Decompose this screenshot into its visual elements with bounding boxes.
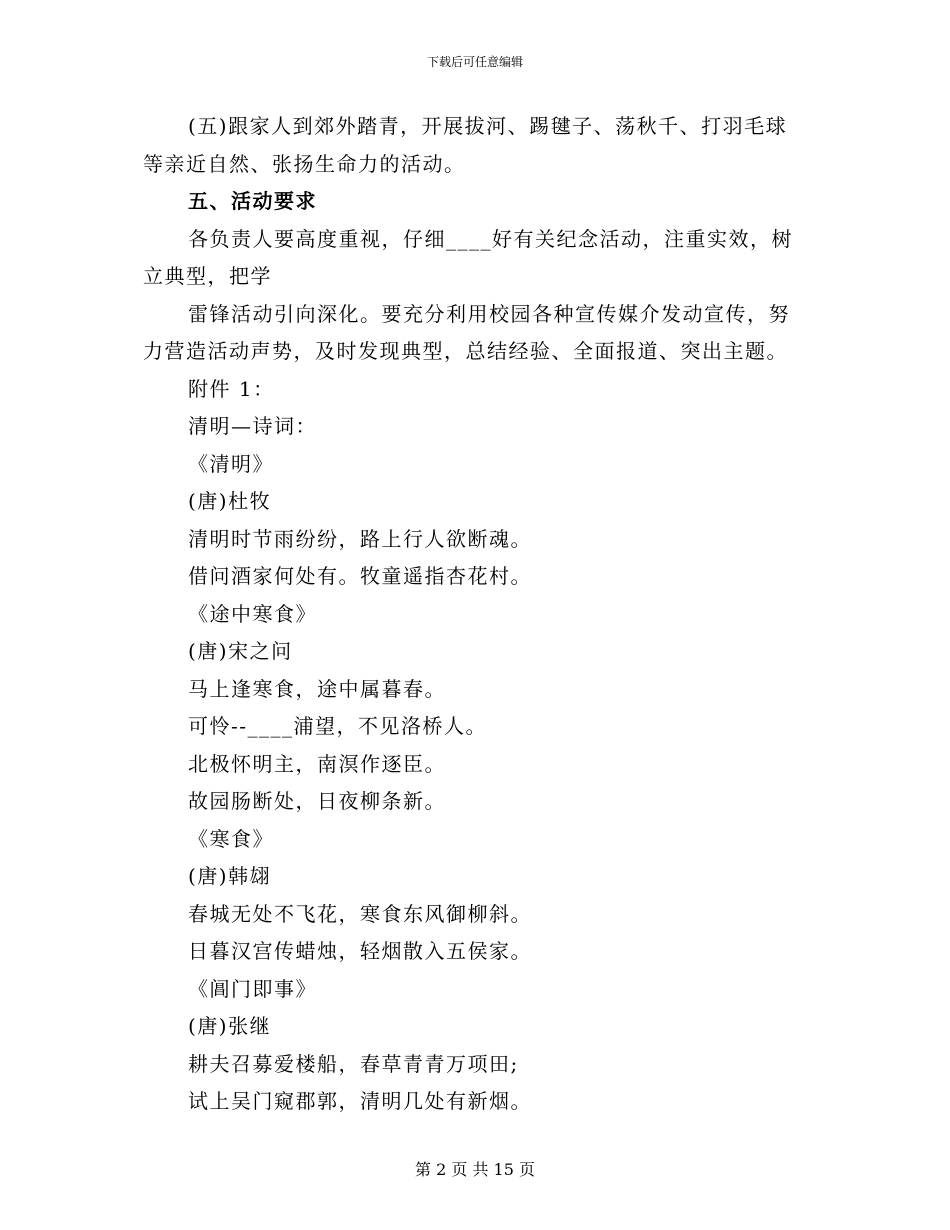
poem-title: 《寒食》 xyxy=(188,826,274,851)
poem-line: 清明时节雨纷纷，路上行人欲断魂。 xyxy=(188,526,532,551)
body-line: 等亲近自然、张扬生命力的活动。 xyxy=(143,151,466,176)
poem-line: 故园肠断处，日夜柳条新。 xyxy=(188,789,446,813)
document-body xyxy=(143,108,808,1121)
poem-line: 马上逢寒食，途中属暮春。 xyxy=(188,676,446,701)
poem-title: 《途中寒食》 xyxy=(188,601,317,626)
page-header: 下载后可任意编辑 xyxy=(426,55,523,69)
poem-line: 可怜--____浦望，不见洛桥人。 xyxy=(188,714,488,738)
poem-author: (唐)宋之问 xyxy=(188,639,293,663)
poem-line: 北极怀明主，南溟作逐臣。 xyxy=(188,751,446,776)
poem-title: 《清明》 xyxy=(188,451,274,476)
body-line: (五)跟家人到郊外踏青，开展拔河、踢毽子、荡秋千、打羽毛球 xyxy=(188,114,788,138)
body-line: 各负责人要高度重视，仔细____好有关纪念活动，注重实效，树 xyxy=(188,226,793,251)
poem-line: 试上吴门窥郡郭，清明几处有新烟。 xyxy=(188,1089,532,1113)
poem-line: 日暮汉宫传蜡烛，轻烟散入五侯家。 xyxy=(188,939,532,963)
poem-title: 《阊门即事》 xyxy=(188,976,317,1001)
poem-author: (唐)张继 xyxy=(188,1014,272,1038)
body-line: 力营造活动声势，及时发现典型，总结经验、全面报道、突出主题。 xyxy=(143,339,788,363)
poem-collection-title: 清明—诗词： xyxy=(188,414,317,438)
body-line: 立典型，把学 xyxy=(143,264,272,288)
poem-author: (唐)杜牧 xyxy=(188,489,272,513)
poem-line: 春城无处不飞花，寒食东风御柳斜。 xyxy=(188,901,532,926)
poem-author: (唐)韩翃 xyxy=(188,864,272,888)
body-line: 雷锋活动引向深化。要充分利用校园各种宣传媒介发动宣传，努 xyxy=(188,301,790,326)
attachment-label: 附件 1： xyxy=(188,376,275,401)
section-heading: 五、活动要求 xyxy=(188,189,317,213)
poem-line: 借问酒家何处有。牧童遥指杏花村。 xyxy=(188,564,532,588)
poem-line: 耕夫召募爱楼船，春草青青万项田; xyxy=(188,1051,519,1076)
page-footer: 第 2 页 共 15 页 xyxy=(415,1160,535,1179)
